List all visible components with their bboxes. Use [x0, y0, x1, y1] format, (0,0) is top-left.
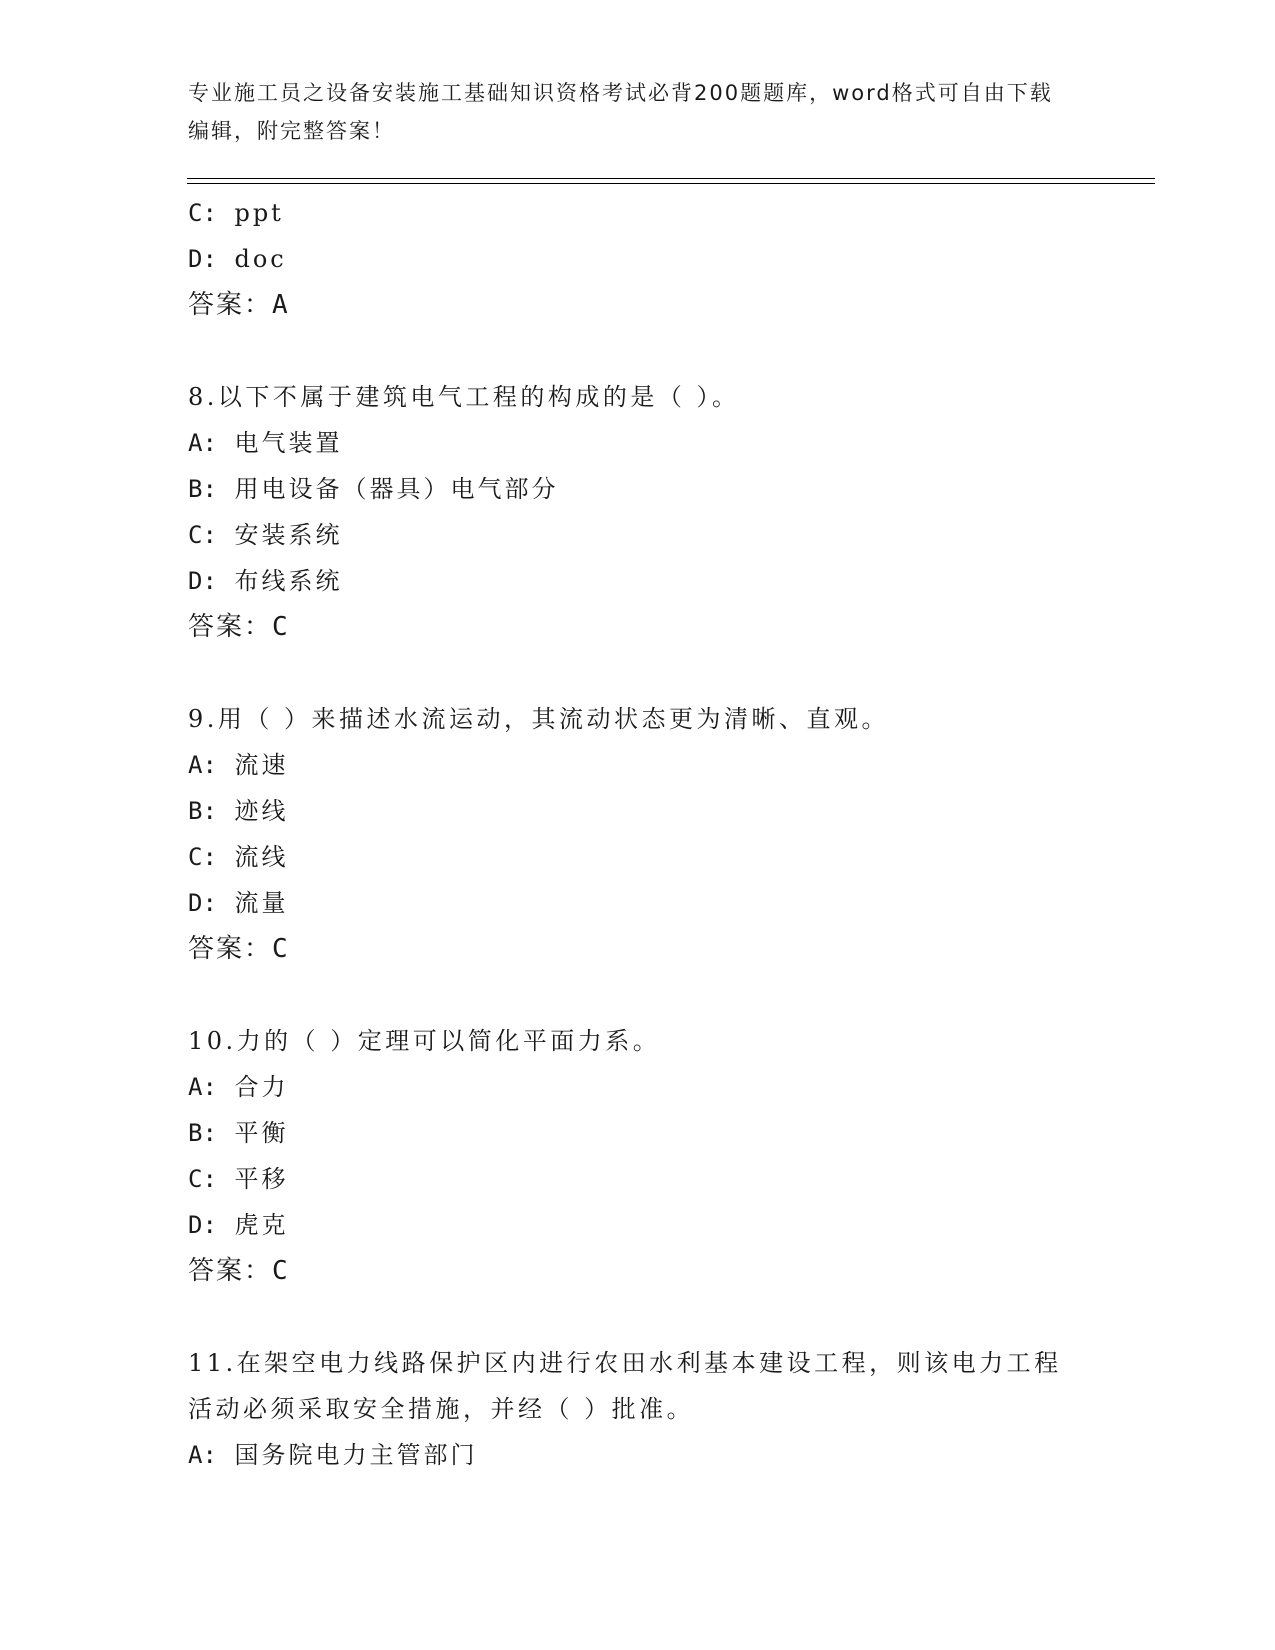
- question-text: 8.以下不属于建筑电气工程的构成的是（ ）。: [188, 383, 740, 411]
- option-text: 安装系统: [234, 521, 343, 549]
- spacer: [188, 1294, 1088, 1340]
- option-text: 平移: [234, 1165, 289, 1193]
- option-c: [188, 512, 1088, 558]
- header-rule-top: [187, 178, 1155, 179]
- answer-label: 答案：: [188, 934, 273, 964]
- option-separator: :: [202, 1165, 217, 1193]
- option-b: [188, 788, 1088, 834]
- document-body: [188, 190, 1088, 1478]
- option-separator: :: [202, 843, 217, 871]
- option-text: 合力: [234, 1073, 289, 1101]
- option-c: [188, 834, 1088, 880]
- option-letter: C: [188, 199, 203, 227]
- option-separator: :: [202, 1119, 217, 1147]
- question-text: 10.力的（ ）定理可以简化平面力系。: [188, 1027, 661, 1055]
- option-letter: A: [188, 1073, 203, 1101]
- answer-line: [188, 604, 1088, 650]
- spacer: [188, 328, 1088, 374]
- option-separator: :: [202, 475, 217, 503]
- option-letter: A: [188, 1441, 203, 1469]
- answer-line: [188, 1248, 1088, 1294]
- option-c: [188, 190, 1088, 236]
- option-a: [188, 742, 1088, 788]
- option-letter: C: [188, 1165, 203, 1193]
- document-header: 专业施工员之设备安装施工基础知识资格考试必背200题题库，word格式可自由下载编辑，附完整答案！: [188, 81, 1053, 143]
- option-text: 流量: [234, 889, 289, 917]
- option-letter: C: [188, 521, 203, 549]
- option-letter: D: [188, 245, 203, 273]
- option-text: doc: [234, 245, 287, 273]
- option-letter: B: [188, 797, 203, 825]
- option-letter: C: [188, 843, 203, 871]
- option-text: 电气装置: [234, 429, 343, 457]
- option-separator: :: [202, 1441, 217, 1469]
- question-text: 11.在架空电力线路保护区内进行农田水利基本建设工程，则该电力工程活动必须采取安全措施，并经（ ）批准。: [188, 1349, 1062, 1423]
- option-text: 国务院电力主管部门: [234, 1441, 478, 1469]
- answer-label: 答案：: [188, 290, 273, 320]
- option-separator: :: [202, 245, 217, 273]
- option-separator: :: [202, 1073, 217, 1101]
- option-b: [188, 466, 1088, 512]
- option-text: 用电设备（器具）电气部分: [234, 475, 559, 503]
- answer-value: C: [272, 1256, 290, 1286]
- answer-value: C: [272, 612, 290, 642]
- option-text: 平衡: [234, 1119, 289, 1147]
- answer-line: [188, 926, 1088, 972]
- option-text: 流线: [234, 843, 289, 871]
- answer-label: 答案：: [188, 612, 273, 642]
- option-letter: B: [188, 1119, 203, 1147]
- spacer: [188, 650, 1088, 696]
- option-b: [188, 1110, 1088, 1156]
- answer-value: A: [272, 290, 290, 320]
- option-separator: :: [202, 199, 217, 227]
- answer-value: C: [272, 934, 290, 964]
- option-text: 虎克: [234, 1211, 289, 1239]
- option-c: [188, 1156, 1088, 1202]
- option-d: [188, 558, 1088, 604]
- option-text: 流速: [234, 751, 289, 779]
- option-d: [188, 880, 1088, 926]
- option-letter: D: [188, 1211, 203, 1239]
- option-separator: :: [202, 797, 217, 825]
- header-rule-bottom: [187, 183, 1155, 184]
- option-separator: :: [202, 889, 217, 917]
- option-text: 布线系统: [234, 567, 343, 595]
- option-separator: :: [202, 429, 217, 457]
- option-separator: :: [202, 567, 217, 595]
- option-text: 迹线: [234, 797, 289, 825]
- option-separator: :: [202, 521, 217, 549]
- option-letter: D: [188, 889, 203, 917]
- question-text: 9.用（ ）来描述水流运动，其流动状态更为清晰、直观。: [188, 705, 890, 733]
- option-a: [188, 1432, 1088, 1478]
- option-text: ppt: [234, 199, 284, 227]
- spacer: [188, 972, 1088, 1018]
- option-letter: A: [188, 429, 203, 457]
- option-a: [188, 420, 1088, 466]
- option-d: [188, 1202, 1088, 1248]
- answer-line: [188, 282, 1088, 328]
- option-letter: D: [188, 567, 203, 595]
- option-separator: :: [202, 1211, 217, 1239]
- option-letter: A: [188, 751, 203, 779]
- answer-label: 答案：: [188, 1256, 273, 1286]
- option-letter: B: [188, 475, 203, 503]
- option-d: [188, 236, 1088, 282]
- option-a: [188, 1064, 1088, 1110]
- option-separator: :: [202, 751, 217, 779]
